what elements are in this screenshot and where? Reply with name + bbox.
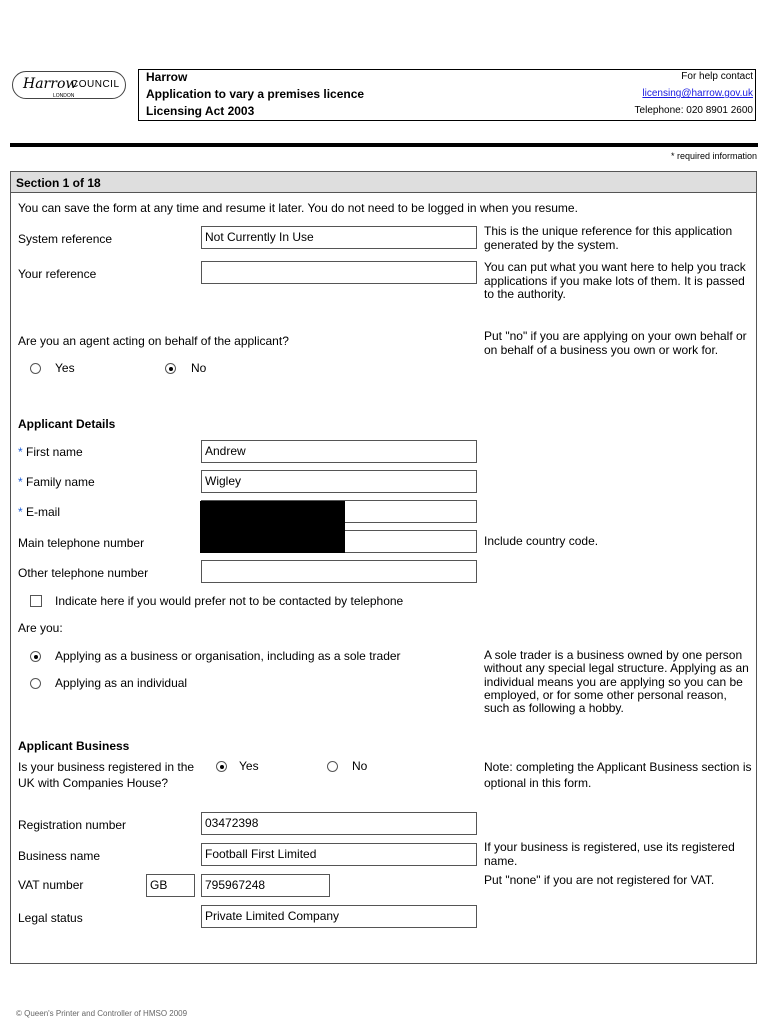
- main-phone-label: Main telephone number: [18, 536, 145, 550]
- help-label: For help contact: [681, 71, 753, 82]
- business-name-help: If your business is registered, use its registered name.: [484, 840, 735, 868]
- required-star: *: [18, 445, 23, 459]
- required-star: *: [18, 505, 23, 519]
- logo-word: COUNCIL: [71, 79, 120, 90]
- individual-option-label: Applying as an individual: [55, 676, 188, 690]
- other-phone-input[interactable]: [201, 560, 477, 583]
- main-phone-help: Include country code.: [484, 534, 599, 548]
- system-ref-label: System reference: [18, 232, 113, 246]
- registered-no-radio[interactable]: [327, 761, 338, 772]
- agent-no-label: No: [191, 361, 207, 375]
- footer-copyright: © Queen's Printer and Controller of HMSO 2009: [16, 1009, 188, 1018]
- registered-help: Note: completing the Applicant Business section is optional in this form.: [484, 760, 752, 790]
- business-option-label: Applying as a business or organisation, including as a sole trader: [55, 649, 401, 663]
- vat-number-input[interactable]: 795967248: [201, 874, 330, 897]
- legal-status-input[interactable]: Private Limited Company: [201, 905, 477, 928]
- header-rule: [10, 143, 758, 147]
- system-ref-field: Not Currently In Use: [201, 226, 477, 249]
- other-phone-label: Other telephone number: [18, 566, 149, 580]
- individual-radio[interactable]: [30, 678, 41, 689]
- your-ref-input[interactable]: [201, 261, 477, 284]
- logo-script: Harrow: [23, 76, 78, 92]
- family-name-label: * Family name: [18, 475, 95, 489]
- legal-status-label: Legal status: [18, 911, 83, 925]
- registered-yes-label: Yes: [239, 759, 259, 773]
- first-name-label: * First name: [18, 445, 83, 459]
- no-phone-contact-checkbox[interactable]: [30, 595, 42, 607]
- your-ref-help: You can put what you want here to help you track applications if you make lots of them. It is passed to the authority.: [484, 260, 746, 301]
- system-ref-help: This is the unique reference for this application generated by the system.: [484, 224, 733, 252]
- logo-sub: LONDON: [53, 93, 75, 99]
- applicant-business-heading: Applicant Business: [18, 739, 130, 753]
- header-authority: Harrow: [146, 70, 188, 84]
- agent-help: Put "no" if you are applying on your own behalf or on behalf of a business you own or work for.: [484, 329, 747, 357]
- section-intro: You can save the form at any time and resume it later. You do not need to be logged in when you resume.: [18, 201, 578, 215]
- family-name-input[interactable]: Wigley: [201, 470, 477, 493]
- help-phone: Telephone: 020 8901 2600: [634, 105, 753, 116]
- business-name-input[interactable]: Football First Limited: [201, 843, 477, 866]
- first-name-input[interactable]: Andrew: [201, 440, 477, 463]
- business-radio[interactable]: [30, 651, 41, 662]
- required-note: * required information: [670, 151, 757, 161]
- no-phone-contact-label: Indicate here if you would prefer not to be contacted by telephone: [55, 594, 404, 608]
- email-label: * E-mail: [18, 505, 61, 519]
- reg-number-label: Registration number: [18, 818, 127, 832]
- redaction-block: [200, 501, 345, 553]
- form-act: Licensing Act 2003: [146, 104, 255, 118]
- business-name-label: Business name: [18, 849, 101, 863]
- reg-number-input[interactable]: 03472398: [201, 812, 477, 835]
- agent-question: Are you an agent acting on behalf of the applicant?: [18, 334, 289, 348]
- are-you-label: Are you:: [18, 621, 63, 635]
- agent-yes-radio[interactable]: [30, 363, 41, 374]
- help-email-link[interactable]: licensing@harrow.gov.uk: [642, 88, 753, 99]
- registered-question: Is your business registered in the UK with Companies House?: [18, 760, 195, 790]
- agent-no-radio[interactable]: [165, 363, 176, 374]
- council-logo: [12, 71, 126, 99]
- form-title: Application to vary a premises licence: [146, 87, 365, 101]
- vat-help: Put "none" if you are not registered for VAT.: [484, 873, 715, 887]
- registered-yes-radio[interactable]: [216, 761, 227, 772]
- vat-prefix-input[interactable]: GB: [146, 874, 195, 897]
- section-header: [11, 172, 756, 193]
- applicant-details-heading: Applicant Details: [18, 417, 116, 431]
- are-you-help: A sole trader is a business owned by one person without any special legal structure. Applying as an individual means you are applying so you can be employed, or for some other personal reason, such as following a hobby.: [484, 648, 749, 716]
- vat-label: VAT number: [18, 878, 84, 892]
- registered-no-label: No: [352, 759, 368, 773]
- your-ref-label: Your reference: [18, 267, 97, 281]
- required-star: *: [18, 475, 23, 489]
- agent-yes-label: Yes: [55, 361, 75, 375]
- section-title: Section 1 of 18: [16, 176, 101, 190]
